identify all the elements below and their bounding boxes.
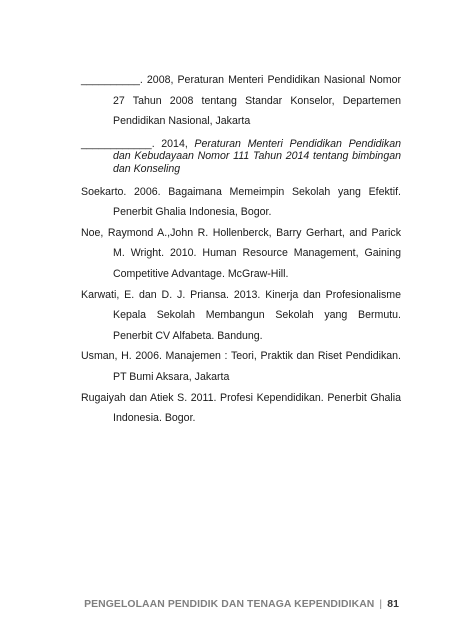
running-title: PENGELOLAAN PENDIDIK DAN TENAGA KEPENDIDIKAN	[84, 599, 375, 610]
reference-text: ____________. 2014,	[81, 137, 195, 150]
reference-text: Usman, H. 2006. Manajemen : Teori, Praktik dan Riset Pendidikan. PT Bumi Aksara, Jakarta	[81, 350, 401, 383]
reference-title: Peraturan Menteri Pendidikan Pendidikan dan Kebudayaan Nomor 111 Tahun 2014 tentang bimbingan dan Konseling	[113, 137, 401, 175]
reference-entry	[81, 346, 401, 387]
reference-text: Rugaiyah dan Atiek S. 2011. Profesi Kependidikan. Penerbit Ghalia Indonesia. Bogor.	[81, 391, 401, 425]
reference-text: Noe, Raymond A.,John R. Hollenberck, Barry Gerhart, and Parick M. Wright. 2010. Human Resource Management, Gaining Competitive Advantage. McGraw-Hill.	[81, 226, 401, 280]
page-footer	[84, 599, 399, 610]
reference-entry	[81, 223, 401, 285]
reference-list	[81, 70, 401, 429]
reference-text: __________. 2008, Peraturan Menteri Pendidikan Nasional Nomor 27 Tahun 2008 tentang Standar Konselor, Departemen Pendidikan Nasional, Jakarta	[81, 74, 401, 128]
reference-entry	[81, 182, 401, 223]
footer-separator: |	[379, 599, 383, 610]
reference-entry	[81, 138, 401, 176]
reference-text: Soekarto. 2006. Bagaimana Memeimpin Sekolah yang Efektif. Penerbit Ghalia Indonesia, Bogor.	[81, 185, 401, 219]
reference-text: Karwati, E. dan D. J. Priansa. 2013. Kinerja dan Profesionalisme Kepala Sekolah Membangun Sekolah yang Bermutu. Penerbit CV Alfabeta. Bandung.	[81, 288, 401, 342]
reference-entry	[81, 70, 401, 132]
page-number: 81	[387, 599, 399, 610]
reference-entry	[81, 388, 401, 429]
reference-entry	[81, 285, 401, 347]
